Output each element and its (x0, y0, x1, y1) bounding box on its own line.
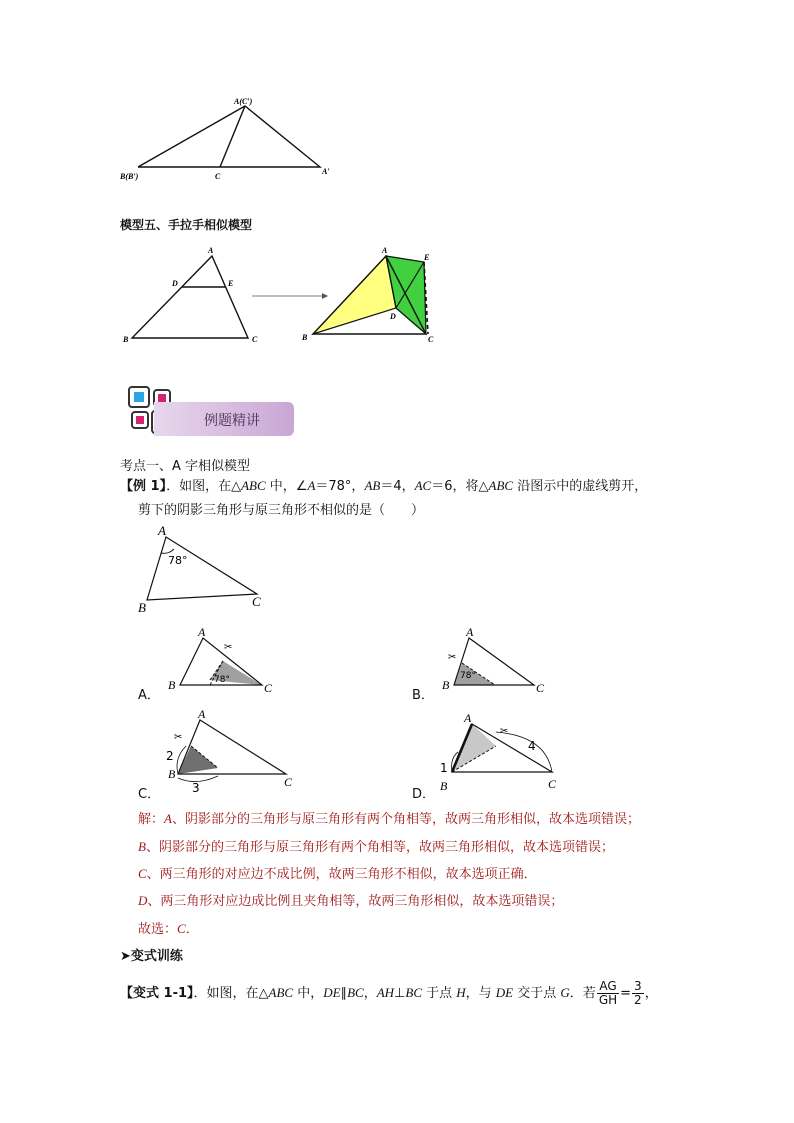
example-1-line-2: 剪下的阴影三角形与原三角形不相似的是（ ） (138, 503, 425, 518)
option-d-label[interactable]: D． (412, 787, 436, 802)
svg-text:E: E (424, 253, 430, 262)
option-c-label[interactable]: C． (138, 787, 161, 802)
svg-text:A: A (466, 625, 474, 639)
solution-line-3: C、两三角形的对应边不成比例，故两三角形不相似，故本选项正确． (138, 866, 537, 882)
heading-model-five: 模型五、手拉手相似模型 (120, 218, 253, 232)
label-A-prime: A′ (322, 167, 330, 176)
figure-hand-in-hand (298, 242, 448, 347)
svg-text:A: A (158, 523, 166, 538)
svg-text:B: B (302, 333, 308, 342)
solution-answer: 故选：C． (138, 921, 199, 937)
svg-text:B: B (440, 779, 448, 793)
svg-text:A: A (382, 246, 388, 255)
svg-text:D: D (390, 312, 396, 321)
scissors-icon: ✂ (174, 732, 183, 743)
svg-text:B: B (168, 678, 176, 692)
solution-line-4: D、两三角形对应边成比例且夹角相等，故两三角形相似，故本选项错误； (138, 893, 564, 909)
svg-text:E: E (228, 279, 234, 288)
solution-line-1: 解：A、阴影部分的三角形与原三角形有两个角相等，故两三角形相似，故本选项错误； (138, 811, 640, 827)
svg-text:C: C (536, 681, 545, 695)
svg-text:A: A (208, 246, 214, 255)
fraction-3-2: $\frac{3}{2}$ (634, 979, 642, 1007)
svg-text:C: C (428, 335, 434, 344)
svg-text:D: D (172, 279, 178, 288)
svg-text:C: C (252, 335, 258, 344)
banner-title: 例题精讲 (204, 413, 260, 429)
variant-1-1-line: 【变式 1-1】．如图，在△ABC 中，DE∥BC，AH⊥BC 于点 H，与 DE 交于点 G．若 $\frac{AG}{GH}$ = $\frac{3}{2}$ ， (120, 979, 658, 1007)
solution-line-2: B、阴影部分的三角形与原三角形有两个角相等，故两三角形相似，故本选项错误； (138, 839, 614, 855)
option-a-label[interactable]: A． (138, 688, 160, 703)
scissors-icon: ✂ (224, 642, 233, 653)
kaodian-title: 考点一、A 字相似模型 (120, 459, 251, 474)
svg-text:A: A (198, 625, 206, 639)
figure-triangle-de (118, 242, 268, 347)
fraction-ag-gh: $\frac{AG}{GH}$ (598, 979, 618, 1007)
option-d-figure[interactable] (436, 706, 586, 796)
label-A-C-prime: A(C′) (234, 97, 253, 106)
svg-text:C: C (548, 777, 557, 791)
svg-text:B: B (123, 335, 129, 344)
svg-text:78°: 78° (460, 671, 476, 681)
option-b-label[interactable]: B． (412, 688, 434, 703)
svg-text:B: B (442, 678, 450, 692)
variant-heading: ➤变式训练 (120, 949, 183, 964)
figure-example-triangle (130, 522, 280, 617)
option-b-figure[interactable] (440, 622, 560, 697)
figure-triangle-rotation (110, 90, 350, 190)
label-B-B-prime: B(B′) (120, 172, 139, 181)
svg-text:4: 4 (528, 739, 536, 753)
svg-text:A: A (198, 707, 206, 721)
example-1-line-1: 【例 1】．如图，在△ABC 中，∠A＝78°，AB＝4，AC＝6，将△ABC 沿图示中的虚线剪开， (120, 478, 648, 494)
label-C: C (215, 172, 221, 181)
svg-text:3: 3 (192, 781, 200, 795)
section-banner (154, 402, 294, 436)
svg-text:C: C (264, 681, 273, 695)
option-a-figure[interactable] (162, 622, 282, 697)
svg-text:C: C (284, 775, 293, 789)
svg-text:1: 1 (440, 761, 448, 775)
svg-text:78°: 78° (214, 675, 230, 685)
svg-text:B: B (168, 767, 176, 781)
scissors-icon: ✂ (448, 652, 457, 663)
svg-text:B: B (138, 600, 146, 615)
svg-text:A: A (464, 711, 472, 725)
option-c-figure[interactable] (160, 706, 310, 796)
svg-text:2: 2 (166, 749, 174, 763)
scissors-icon: ✂ (500, 726, 509, 737)
svg-text:78°: 78° (168, 554, 188, 567)
svg-text:C: C (252, 594, 261, 609)
